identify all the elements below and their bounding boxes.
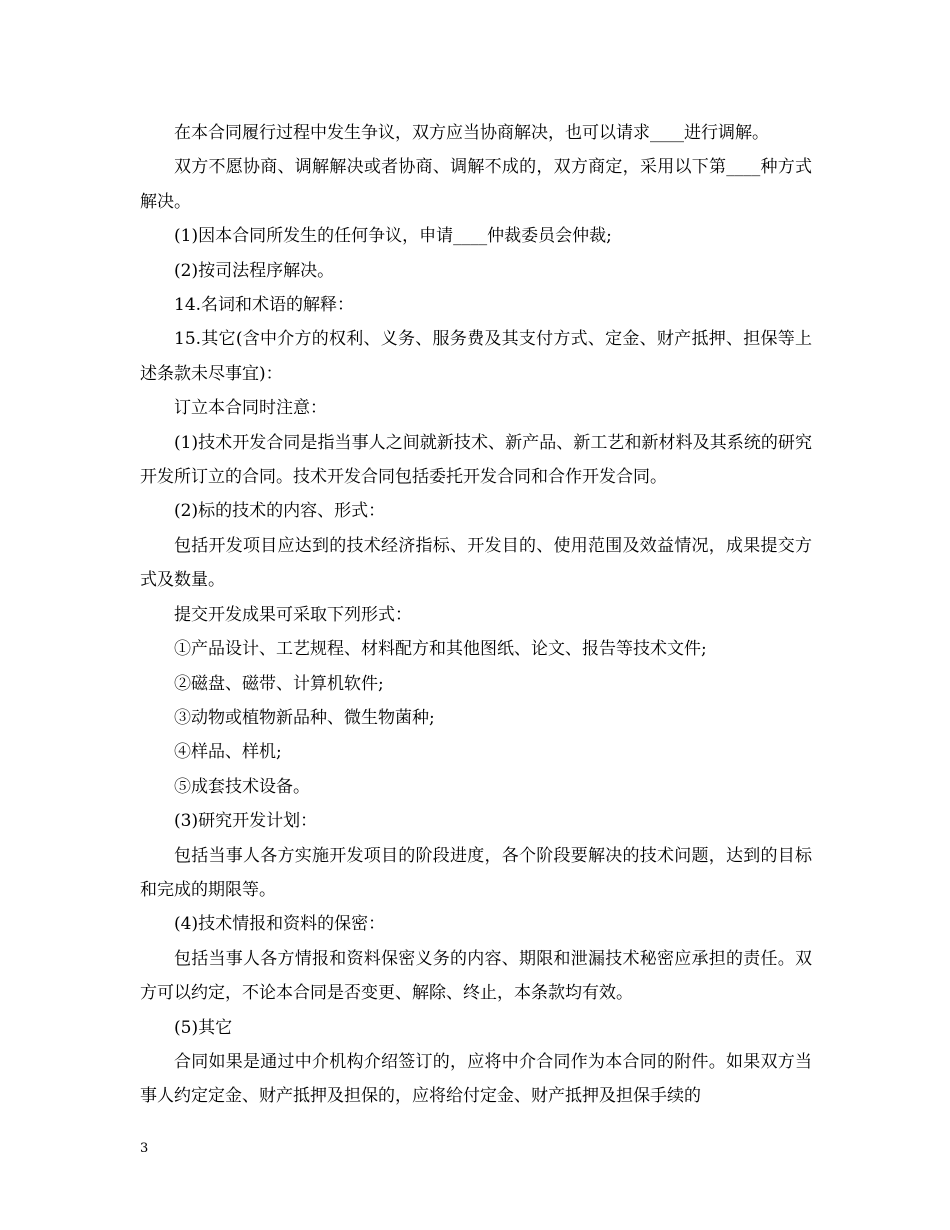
paragraph-arbitration: (1)因本合同所发生的任何争议，申请____仲裁委员会仲裁; <box>174 226 612 247</box>
paragraph-note-4: (4)技术情报和资料的保密： <box>174 914 386 935</box>
paragraph-judicial: (2)按司法程序解决。 <box>174 260 335 281</box>
paragraph-note-2-detail: 包括开发项目应达到的技术经济指标、开发目的、使用范围及效益情况，成果提交方式及数量。 <box>140 535 812 591</box>
paragraph-note-5-detail: 合同如果是通过中介机构介绍签订的，应将中介合同作为本合同的附件。如果双方当事人约定定金、财产抵押及担保的，应将给付定金、财产抵押及担保手续的 <box>140 1051 812 1107</box>
paragraph-clause-14: 14.名词和术语的解释： <box>174 295 355 316</box>
paragraph-dispute-mediation: 在本合同履行过程中发生争议，双方应当协商解决，也可以请求____进行调解。 <box>174 123 769 143</box>
paragraph-dispute-resolution: 双方不愿协商、调解解决或者协商、调解不成的，双方商定，采用以下第____种方式解决。 <box>140 157 812 212</box>
paragraph-note-3-detail: 包括当事人各方实施开发项目的阶段进度，各个阶段要解决的技术问题，达到的目标和完成的期限等。 <box>140 845 812 900</box>
paragraph-notes-heading: 订立本合同时注意： <box>174 398 327 419</box>
paragraph-note-2: (2)标的技术的内容、形式： <box>174 501 386 522</box>
paragraph-note-1: (1)技术开发合同是指当事人之间就新技术、新产品、新工艺和新材料及其系统的研究开发所订立的合同。技术开发合同包括委托开发合同和合作开发合同。 <box>140 432 812 488</box>
list-item-form-3: ③动物或植物新品种、微生物菌种; <box>174 707 435 728</box>
paragraph-deliverable-forms: 提交开发成果可采取下列形式： <box>174 604 412 625</box>
document-body <box>140 116 812 1114</box>
list-item-form-4: ④样品、样机; <box>174 742 282 763</box>
paragraph-note-5: (5)其它 <box>174 1017 233 1038</box>
paragraph-clause-15: 15.其它(含中介方的权利、义务、服务费及其支付方式、定金、财产抵押、担保等上述条款未尽事宜)： <box>140 329 812 384</box>
paragraph-note-3: (3)研究开发计划： <box>174 811 318 832</box>
list-item-form-1: ①产品设计、工艺规程、材料配方和其他图纸、论文、报告等技术文件; <box>174 639 707 660</box>
paragraph-note-4-detail: 包括当事人各方情报和资料保密义务的内容、期限和泄漏技术秘密应承担的责任。双方可以约定，不论本合同是否变更、解除、终止，本条款均有效。 <box>140 948 812 1004</box>
page-number: 3 <box>140 1141 149 1156</box>
list-item-form-5: ⑤成套技术设备。 <box>174 776 310 797</box>
list-item-form-2: ②磁盘、磁带、计算机软件; <box>174 673 384 694</box>
